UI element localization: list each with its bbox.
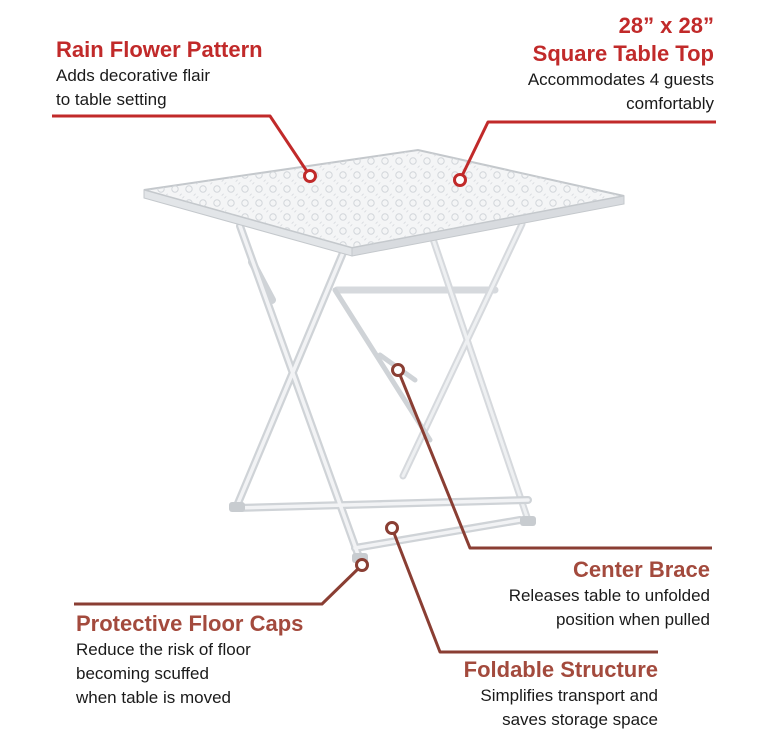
callout-desc-line: Simplifies transport and xyxy=(480,686,658,705)
callout-desc-line: Adds decorative flair xyxy=(56,66,211,85)
table-top xyxy=(144,150,624,256)
callout-desc-line: position when pulled xyxy=(555,610,710,629)
callout-desc-line: becoming scuffed xyxy=(76,664,209,683)
callout-desc-line: comfortably xyxy=(626,94,714,113)
callout-desc-line: Reduce the risk of floor xyxy=(76,640,251,659)
marker-floor-caps xyxy=(357,560,368,571)
marker-rain-flower xyxy=(305,171,316,182)
callout-title: Foldable Structure xyxy=(463,657,658,682)
marker-table-top xyxy=(455,175,466,186)
callout-title-size: 28” x 28” xyxy=(618,13,714,38)
callout-desc-line: Releases table to unfolded xyxy=(508,586,710,605)
leader-center-brace xyxy=(398,370,712,548)
callout-floor-caps xyxy=(76,610,303,710)
leader-rain-flower xyxy=(52,116,310,176)
callout-desc-line: Accommodates 4 guests xyxy=(527,70,714,89)
callout-title: Center Brace xyxy=(573,557,710,582)
callout-title: Protective Floor Caps xyxy=(76,611,304,636)
callout-foldable xyxy=(464,656,658,732)
marker-foldable xyxy=(387,523,398,534)
leader-floor-caps xyxy=(74,565,362,604)
callout-desc-line: to table setting xyxy=(56,90,167,109)
callout-rain-flower xyxy=(56,36,263,112)
marker-center-brace xyxy=(393,365,404,376)
callout-desc-line: when table is moved xyxy=(76,688,231,707)
callout-title: Rain Flower Pattern xyxy=(56,37,263,62)
callout-center-brace xyxy=(509,556,710,632)
callout-table-top xyxy=(528,12,714,116)
table-back-legs xyxy=(337,224,528,520)
callout-title: Square Table Top xyxy=(532,41,714,66)
callout-desc-line: saves storage space xyxy=(502,710,658,729)
floor-caps-part xyxy=(229,502,536,563)
